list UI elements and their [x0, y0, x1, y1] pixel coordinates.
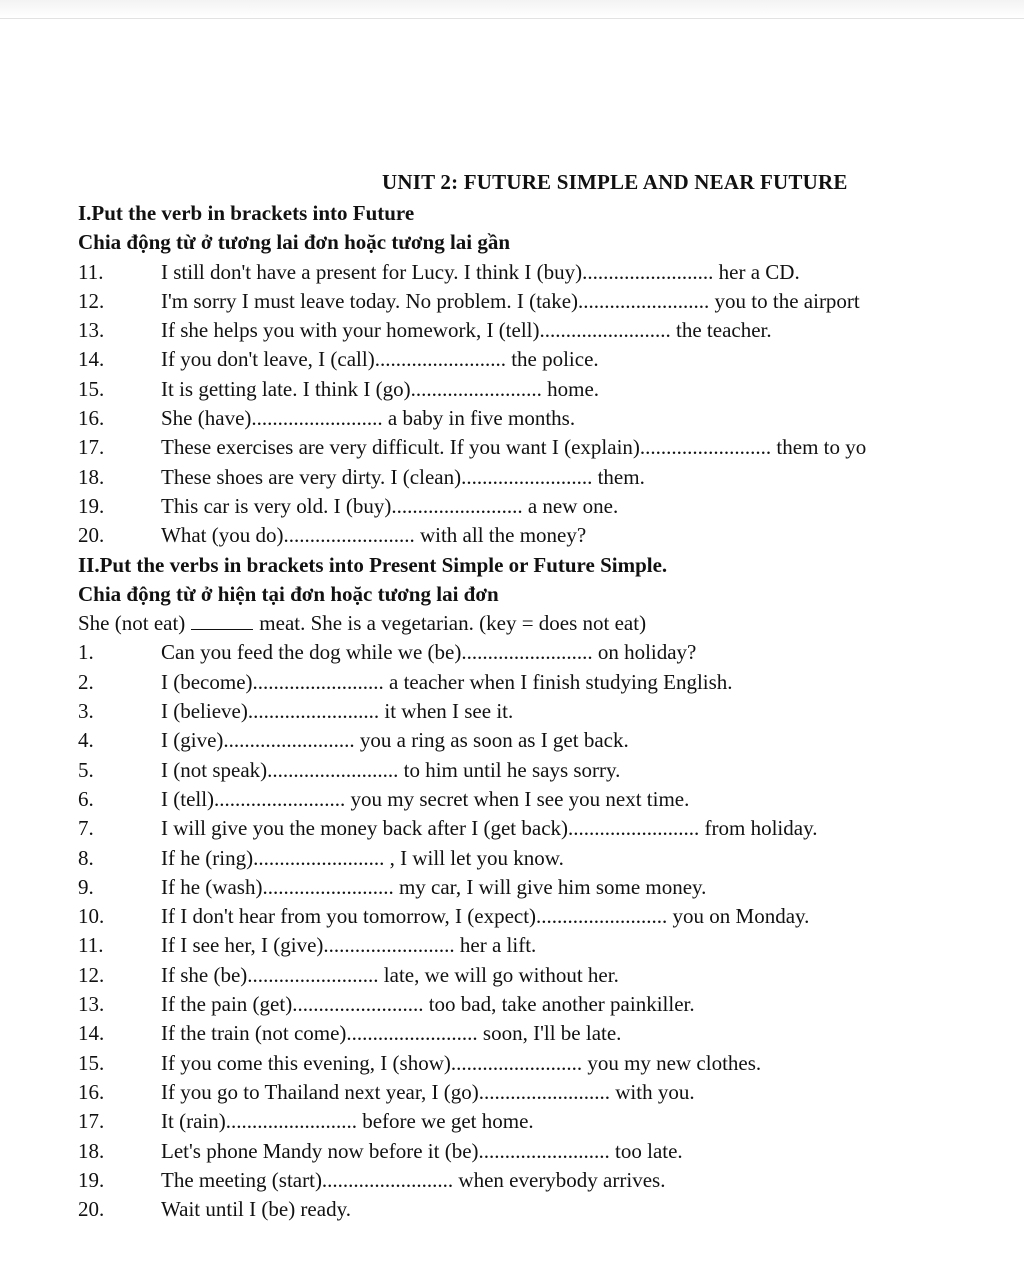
- exercise-number: 13.: [78, 318, 105, 343]
- exercise-number: 2.: [78, 669, 94, 694]
- exercise-text: The meeting (start)......................... when everybody arrives.: [161, 1167, 666, 1192]
- exercise-item: [78, 1019, 1024, 1048]
- exercise-number: 15.: [78, 1050, 105, 1075]
- exercise-number: 18.: [78, 1138, 105, 1163]
- exercise-text: Let's phone Mandy now before it (be)......................... too late.: [161, 1138, 683, 1163]
- exercise-item: [78, 1078, 1024, 1107]
- exercise-item: [78, 902, 1024, 931]
- exercise-number: 15.: [78, 376, 105, 401]
- exercise-item: [78, 961, 1024, 990]
- exercise-text: These exercises are very difficult. If you want I (explain)......................... them to yo: [161, 435, 867, 460]
- exercise-item: [78, 433, 1024, 462]
- exercise-number: 17.: [78, 1109, 105, 1134]
- document-content: [78, 199, 1024, 1224]
- example-after: meat. She is a vegetarian. (key = does not eat): [259, 611, 647, 636]
- section2-heading-vi: Chia động từ ở hiện tại đơn hoặc tương lai đơn: [78, 581, 499, 606]
- exercise-number: 12.: [78, 962, 105, 987]
- exercise-text: She (have)......................... a baby in five months.: [161, 406, 576, 431]
- exercise-text: I will give you the money back after I (get back)......................... from holiday.: [161, 816, 818, 841]
- exercise-item: [78, 404, 1024, 433]
- exercise-text: If you come this evening, I (show)......................... you my new clothes.: [161, 1050, 762, 1075]
- exercise-item: [78, 756, 1024, 785]
- exercise-item: [78, 1107, 1024, 1136]
- document-title: UNIT 2: FUTURE SIMPLE AND NEAR FUTURE: [382, 170, 848, 194]
- exercise-number: 7.: [78, 816, 94, 841]
- exercise-number: 20.: [78, 523, 105, 548]
- exercise-text: I (tell)......................... you my secret when I see you next time.: [161, 786, 690, 811]
- exercise-text: If I don't hear from you tomorrow, I (expect)......................... you on Monday.: [161, 904, 810, 929]
- exercise-text: It (rain)......................... before we get home.: [161, 1109, 534, 1134]
- exercise-number: 11.: [78, 933, 104, 958]
- exercise-number: 4.: [78, 728, 94, 753]
- exercise-number: 9.: [78, 874, 94, 899]
- exercise-item: [78, 931, 1024, 960]
- section1-heading-en: I.Put the verb in brackets into Future: [78, 201, 415, 225]
- exercise-item: [78, 375, 1024, 404]
- exercise-text: Wait until I (be) ready.: [161, 1197, 351, 1222]
- exercise-number: 5.: [78, 757, 94, 782]
- exercise-text: I (give)......................... you a ring as soon as I get back.: [161, 728, 629, 753]
- example-before: She (not eat): [78, 611, 186, 636]
- exercise-item: [78, 1195, 1024, 1224]
- exercise-item: [78, 1137, 1024, 1166]
- exercise-text: If you don't leave, I (call)......................... the police.: [161, 347, 599, 372]
- exercise-item: [78, 492, 1024, 521]
- exercise-item: [78, 345, 1024, 374]
- exercise-item: [78, 668, 1024, 697]
- exercise-text: I'm sorry I must leave today. No problem. I (take)......................... you to the airport: [161, 288, 860, 313]
- exercise-number: 8.: [78, 845, 94, 870]
- exercise-item: [78, 258, 1024, 287]
- exercise-number: 12.: [78, 288, 105, 313]
- exercise-number: 3.: [78, 699, 94, 724]
- exercise-text: If the train (not come)......................... soon, I'll be late.: [161, 1021, 622, 1046]
- exercise-number: 11.: [78, 259, 104, 284]
- exercise-item: [78, 785, 1024, 814]
- exercise-number: 13.: [78, 992, 105, 1017]
- exercise-item: [78, 844, 1024, 873]
- exercise-number: 14.: [78, 1021, 105, 1046]
- exercise-text: This car is very old. I (buy)......................... a new one.: [161, 493, 619, 518]
- exercise-item: [78, 726, 1024, 755]
- exercise-text: I still don't have a present for Lucy. I think I (buy)......................... her a CD.: [161, 259, 800, 284]
- section2-exercise-list: [78, 638, 1024, 1224]
- exercise-text: If you go to Thailand next year, I (go)......................... with you.: [161, 1079, 695, 1104]
- exercise-text: If she helps you with your homework, I (tell)......................... the teacher.: [161, 318, 772, 343]
- exercise-text: I (believe)......................... it when I see it.: [161, 699, 514, 724]
- exercise-number: 17.: [78, 435, 105, 460]
- exercise-item: [78, 1049, 1024, 1078]
- exercise-text: If he (ring)......................... , I will let you know.: [161, 845, 564, 870]
- exercise-item: [78, 638, 1024, 667]
- exercise-number: 1.: [78, 640, 94, 665]
- section2-example: [78, 609, 1024, 638]
- exercise-number: 19.: [78, 1167, 105, 1192]
- exercise-text: If I see her, I (give)......................... her a lift.: [161, 933, 537, 958]
- section1-exercise-list: [78, 258, 1024, 551]
- exercise-item: [78, 463, 1024, 492]
- exercise-text: Can you feed the dog while we (be)......................... on holiday?: [161, 640, 697, 665]
- exercise-text: It is getting late. I think I (go)......................... home.: [161, 376, 600, 401]
- exercise-text: What (you do)......................... with all the money?: [161, 523, 587, 548]
- exercise-item: [78, 814, 1024, 843]
- exercise-item: [78, 287, 1024, 316]
- exercise-text: If he (wash)......................... my car, I will give him some money.: [161, 874, 707, 899]
- exercise-item: [78, 1166, 1024, 1195]
- exercise-item: [78, 316, 1024, 345]
- section1-heading-vi: Chia động từ ở tương lai đơn hoặc tương lai gần: [78, 230, 511, 255]
- exercise-number: 19.: [78, 493, 105, 518]
- exercise-item: [78, 697, 1024, 726]
- exercise-item: [78, 521, 1024, 550]
- exercise-text: If the pain (get)......................... too bad, take another painkiller.: [161, 992, 695, 1017]
- exercise-number: 14.: [78, 347, 105, 372]
- exercise-number: 10.: [78, 904, 105, 929]
- exercise-number: 18.: [78, 464, 105, 489]
- exercise-item: [78, 990, 1024, 1019]
- exercise-text: If she (be)......................... late, we will go without her.: [161, 962, 619, 987]
- exercise-text: I (become)......................... a teacher when I finish studying English.: [161, 669, 733, 694]
- exercise-number: 16.: [78, 406, 105, 431]
- exercise-item: [78, 873, 1024, 902]
- exercise-number: 6.: [78, 786, 94, 811]
- exercise-number: 20.: [78, 1197, 105, 1222]
- exercise-text: I (not speak)......................... to him until he says sorry.: [161, 757, 621, 782]
- section2-heading-en: II.Put the verbs in brackets into Present Simple or Future Simple.: [78, 552, 668, 577]
- example-blank: [191, 611, 253, 630]
- exercise-text: These shoes are very dirty. I (clean)......................... them.: [161, 464, 645, 489]
- exercise-number: 16.: [78, 1079, 105, 1104]
